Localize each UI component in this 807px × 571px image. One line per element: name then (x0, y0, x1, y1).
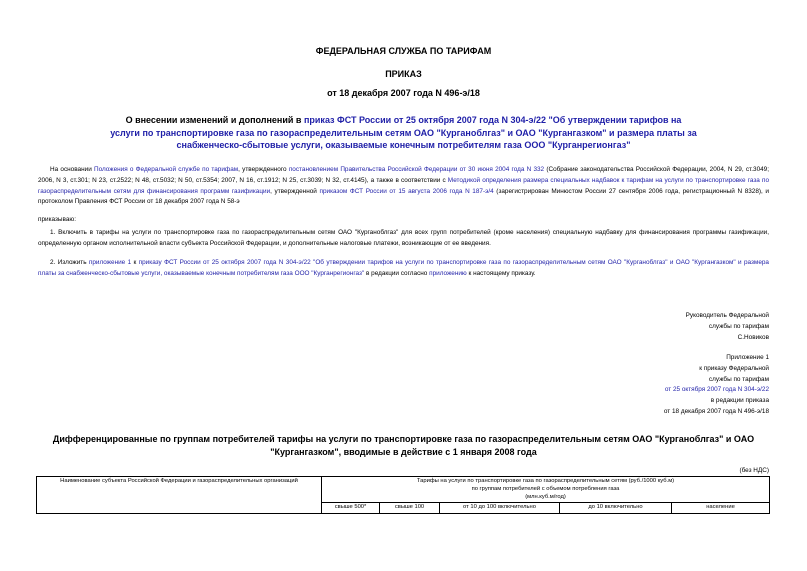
signature-line-2: службы по тарифам (708, 322, 769, 330)
appendix-order-link[interactable]: от 25 октября 2007 года N 304-э/22 (664, 386, 769, 394)
signature-line-1: Руководитель Федеральной (685, 312, 769, 319)
order-subject (110, 114, 697, 152)
paragraph-order: приказываю: (38, 216, 76, 223)
subheader-over-500: свыше 500* (322, 503, 380, 514)
header-tariff-group (322, 477, 770, 503)
appendix-line-3: службы по тарифам (708, 375, 769, 383)
paragraph-basis (38, 165, 769, 208)
header-tariff-line-3: (млн.куб.м/год) (525, 493, 566, 500)
vat-note: (без НДС) (739, 467, 769, 474)
subheader-over-100: свыше 100 (380, 503, 440, 514)
appendix-line-6: от 18 декабря 2007 года N 496-э/18 (663, 407, 769, 415)
link-fst-regulation[interactable]: Положения о Федеральной службе по тарифам (94, 166, 239, 173)
header-tariff-line-1: Тарифы на услуги по транспортировке газа по газораспределительным сетям (руб./1000 куб.м) (416, 478, 675, 484)
subject-prefix: О внесении изменений и дополнений в (125, 115, 304, 125)
item2-text-2: к (131, 259, 139, 266)
appendix-line-5: в редакции приказа (710, 397, 769, 405)
document-date: от 18 декабря 2007 года N 496-э/18 (327, 88, 480, 98)
agency-title: ФЕДЕРАЛЬНАЯ СЛУЖБА ПО ТАРИФАМ (315, 46, 492, 56)
link-fst-order-304[interactable]: приказу ФСТ России от 25 октября 2007 года N 304-э/22 "Об утверждении тарифов на услуги по транспортировке газа по газораспределительным сетям ОАО "Курганоблгаз" и ОАО "Кургангазком" и размера платы за снабженческо-сбытовые услуги, оказываемые конечным потребителям газа ООО "Курганрегионгаз" (38, 259, 769, 277)
basis-text-4: , утвержденной (270, 187, 320, 195)
link-fst-order-187[interactable]: приказом ФСТ России от 15 августа 2006 года N 187-э/4 (319, 187, 494, 195)
link-government-decree[interactable]: постановлением Правительства Российской Федерации от 30 июня 2004 года N 332 (288, 166, 545, 173)
basis-text-3: (Собрание законодательства Российской Федерации, 2004, N 29, ст.3049; 2006, N 3, ст.301; N 23, ст.2522; N 48, ст.5032; N 50, ст.5354; 2007, N 16, ст.1912; N 25, ст.3039; N 32, ст.4145), а также в соответствии с (38, 166, 770, 184)
basis-text-1: На основании (50, 166, 94, 173)
link-appendix[interactable]: приложению (429, 269, 467, 277)
subject-link[interactable]: приказ ФСТ России от 25 октября 2007 года N 304-э/22 "Об утверждении тарифов на услуги по транспортировке газа по газораспределительным сетям ОАО "Курганоблгаз" и ОАО "Кургангазком" и размера платы за снабженческо-сбытовые услуги, оказываемые конечным потребителям газа ООО "Курганрегионгаз" (110, 115, 697, 150)
subheader-up-to-10: до 10 включительно (560, 503, 672, 514)
header-tariff-line-2: по группам потребителей с объемом потребления газа (471, 485, 620, 492)
document-type: ПРИКАЗ (385, 69, 422, 79)
appendix-line-1: Приложение 1 (726, 354, 769, 361)
link-methodology[interactable]: Методикой определения размера специальных надбавок к тарифам на услуги по транспортировке газа по газораспределительным сетям для финансирования программ газификации (38, 176, 769, 195)
tariff-table (36, 476, 770, 514)
paragraph-item-2 (38, 258, 769, 280)
appendix-line-2: к приказу Федеральной (699, 364, 769, 372)
item2-text-1: 2. Изложить (50, 259, 89, 266)
signature-block (569, 311, 769, 343)
table-title: Дифференцированные по группам потребителей тарифы на услуги по транспортировке газа по газораспределительным сетям ОАО "Курганоблгаз" и ОАО "Кургангазком", вводимые в действие с 1 января 2008 года (52, 434, 755, 457)
subheader-population: население (672, 503, 770, 514)
link-appendix-1[interactable]: приложение 1 (88, 259, 132, 266)
basis-text-2: , утвержденного (238, 166, 289, 173)
subheader-10-to-100: от 10 до 100 включительно (440, 503, 560, 514)
table-header-row (37, 477, 770, 503)
appendix-block (569, 353, 769, 418)
header-region-organization: Наименование субъекта Российской Федерации и газораспределительных организаций (37, 477, 322, 514)
basis-text-5: (зарегистрирован Минюстом России 27 сентября 2006 года, регистрационный N 8328), и протоколом Правления ФСТ России от 18 декабря 2007 года N 58-э (38, 187, 770, 206)
item2-text-3: в редакции согласно (364, 269, 430, 277)
signature-name: С.Новиков (737, 333, 769, 341)
item2-text-4: к настоящему приказу. (466, 269, 536, 277)
paragraph-item-1: 1. Включить в тарифы на услуги по транспортировке газа по газораспределительным сетям ОАО "Курганоблгаз" для всех групп потребителей (кроме населения) специальную надбавку для финансирования программы газификации, определенную органом исполнительной власти субъекта Российской Федерации, и дополнительные налоговые платежи, возникающие от ее введения. (38, 229, 769, 247)
